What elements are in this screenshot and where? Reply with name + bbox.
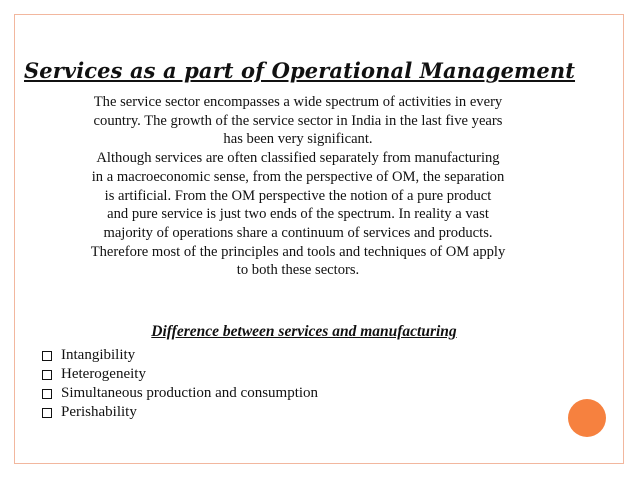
list-item [42,403,318,422]
list-item [42,365,318,384]
paragraph-line: Therefore most of the principles and tools and techniques of OM apply [90,243,506,260]
paragraph-line: to both these sectors. [236,262,360,279]
list-item-label: Simultaneous production and consumption [61,385,319,401]
paragraph-line: Although services are often classified separately from manufacturing [96,150,500,167]
paragraph-line: country. The growth of the service sector in India in the last five years [93,112,503,129]
checkbox-square-icon [42,370,52,380]
orange-circle-decoration [568,399,606,437]
checkbox-square-icon [42,389,52,399]
body-paragraph [32,93,564,280]
paragraph-line: The service sector encompasses a wide spectrum of activities in every [93,94,503,110]
list-item [42,384,318,403]
paragraph-line: has been very significant. [223,131,373,148]
list-item-label: Intangibility [61,347,136,363]
section-subheading: Difference between services and manufacturing [151,323,457,340]
bullet-list [42,346,318,422]
list-item-label: Perishability [61,404,137,420]
paragraph-line: in a macroeconomic sense, from the perspective of OM, the separation [91,168,505,185]
checkbox-square-icon [42,408,52,418]
paragraph-line: and pure service is just two ends of the spectrum. In reality a vast [107,206,489,223]
list-item-label: Heterogeneity [61,366,146,382]
list-item [42,346,318,365]
paragraph-line: is artificial. From the OM perspective the notion of a pure product [104,187,492,204]
slide-title: Services as a part of Operational Management [24,58,576,83]
paragraph-line: majority of operations share a continuum of services and products. [103,224,493,241]
checkbox-square-icon [42,351,52,361]
